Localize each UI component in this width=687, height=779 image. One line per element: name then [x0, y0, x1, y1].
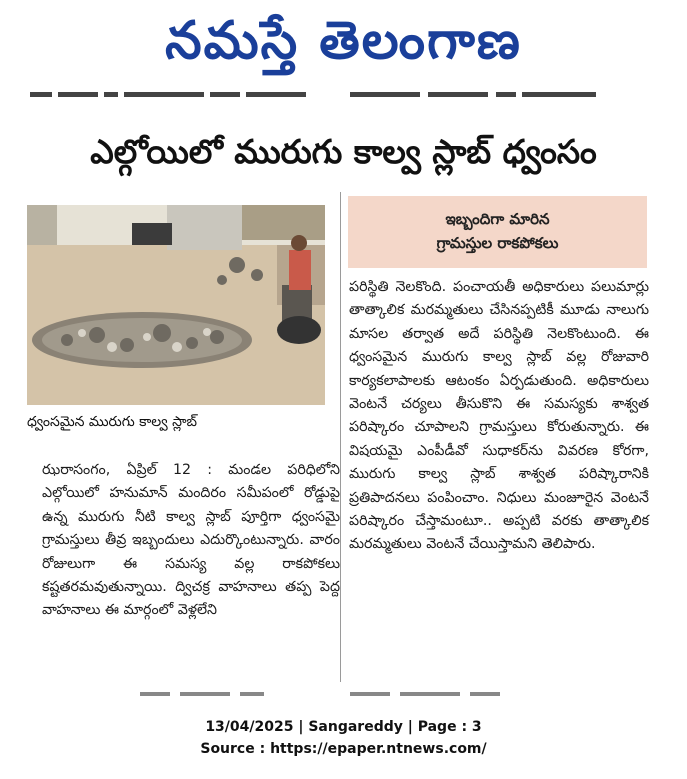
cut-off-text-right [350, 90, 620, 106]
newspaper-logo: నమస్తే తెలంగాణ [165, 10, 522, 71]
masthead [0, 0, 687, 90]
article-column-left [42, 459, 340, 623]
page-footer [0, 716, 687, 760]
news-photo [27, 205, 325, 405]
article-body-left: ఝరాసంగం, ఏప్రిల్ 12 : మండల పరిధిలోని ఎల్గోయిలో హనుమాన్ మందిరం సమీపంలో రోడ్డుపై ఉన్న మురుగు నీటి కాల్వ స్లాబ్ పూర్తిగా ధ్వంసమై గ్రామస్తులు తీవ్ర ఇబ్బందులు ఎదుర్కొంటున్నారు. వారం రోజులుగా ఈ సమస్య వల్ల రాకపోకలు కష్టతరమవుతున్నాయి. ద్విచక్ర వాహనాలు తప్ప పెద్ద వాహనాలు ఈ మార్గంలో వెళ్లలేని [42, 462, 340, 619]
footer-source: Source : https://epaper.ntnews.com/ [200, 741, 487, 757]
subheading-line-2: గ్రామస్తుల రాకపోకలు [436, 234, 559, 252]
cut-off-text-left [30, 90, 330, 106]
headline: ఎల్గోయిలో మురుగు కాల్వ స్లాబ్ ధ్వంసం [90, 132, 597, 171]
subheading-line-1: ఇబ్బందిగా మారిన [445, 210, 550, 228]
subheading-box [348, 196, 647, 268]
article-column-right [349, 276, 649, 557]
footer-date-edition: 13/04/2025 | Sangareddy | Page : 3 [205, 719, 482, 735]
column-divider [340, 192, 341, 682]
article-body-right: పరిస్థితి నెలకొంది. పంచాయతీ అధికారులు పలుమార్లు తాత్కాలిక మరమ్మతులు చేసినప్పటికీ మూడు నాలుగు మాసల తర్వాత అదే పరిస్థితి నెలకొంటుంది. ఈ ధ్వంసమైన మురుగు కాల్వ స్లాబ్ వల్ల రోజువారి కార్యకలాపాలకు ఆటంకం ఏర్పడుతుంది. అధికారులు వెంటనే చర్యలు తీసుకొని ఈ సమస్యకు శాశ్వత పరిష్కారం చూపాలని గ్రామస్తులు కోరుతున్నారు. ఈ విషయమై ఎంపీడీవో సుధాకర్‌ను వివరణ కోరగా, మురుగు కాల్వ స్లాబ్ శాశ్వత పరిష్కారానికి ప్రతిపాదనలు పంపించాం. నిధులు మంజూరైన వెంటనే పరిష్కారం చేస్తామంటూ.. అప్పటి వరకు తాత్కాలిక మరమ్మతులు వెంటనే చేయిస్తామని తెలిపారు. [349, 279, 649, 553]
photo-caption: ధ్వంసమైన మురుగు కాల్వ స్లాబ్ [27, 414, 198, 430]
cut-off-text-bottom [0, 690, 687, 698]
